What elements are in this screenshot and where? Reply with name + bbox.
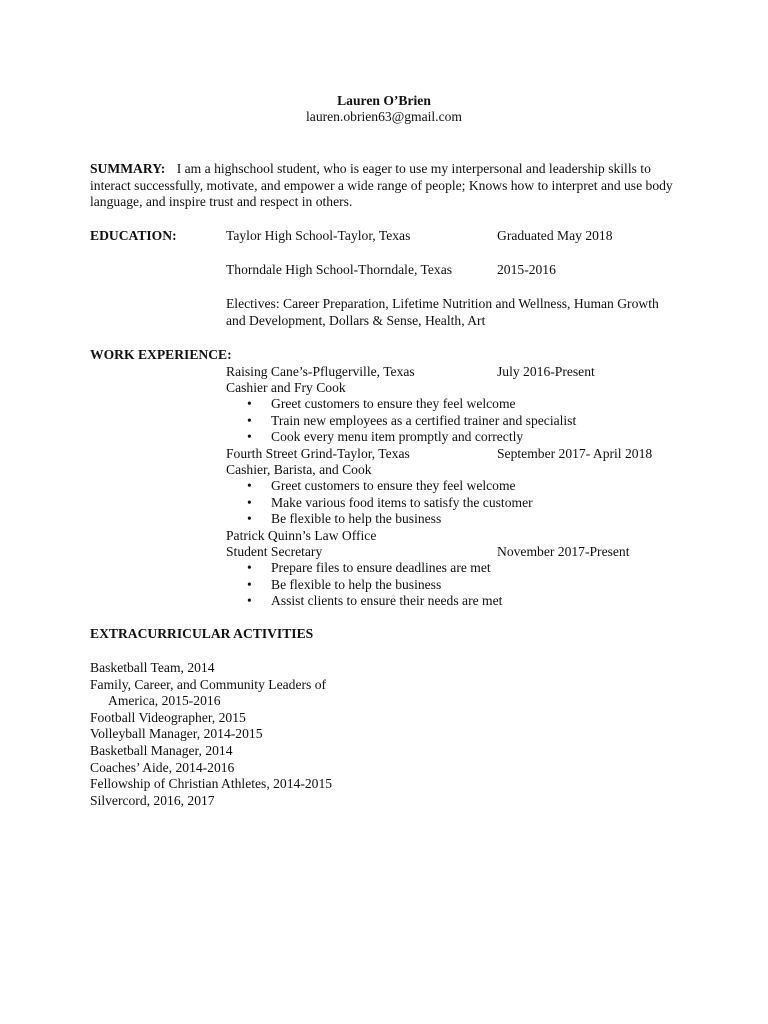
education-electives: Electives: Career Preparation, Lifetime Nutrition and Wellness, Human Growth and Development, Dollars & Sense, Health, Art (226, 296, 659, 328)
job-1-duties (247, 396, 576, 446)
job-2-title: Cashier, Barista, and Cook (226, 462, 372, 477)
extracurricular-list (90, 660, 390, 809)
job-3-employer: Patrick Quinn’s Law Office (226, 528, 377, 543)
job-2-date: September 2017- April 2018 (497, 446, 653, 461)
job-1-employer: Raising Cane’s-Pflugerville, Texas (226, 364, 415, 379)
list-item: • Be flexible to help the business (247, 511, 442, 527)
bullet-icon: • (247, 511, 252, 527)
list-item: • Greet customers to ensure they feel welcome (247, 396, 516, 411)
education-label: EDUCATION: (90, 228, 177, 243)
job-2-duties (247, 478, 533, 528)
list-item: • Make various food items to satisfy the customer (247, 494, 533, 510)
list-item: Basketball Team, 2014 (90, 660, 215, 675)
list-item: • Greet customers to ensure they feel welcome (247, 478, 516, 493)
education-school-2: Thorndale High School-Thorndale, Texas (226, 262, 453, 277)
list-item: America, 2015-2016 (108, 693, 221, 709)
list-item: Volleyball Manager, 2014-2015 (90, 726, 263, 742)
bullet-icon: • (247, 494, 252, 510)
list-item: • Be flexible to help the business (247, 576, 442, 592)
resume-email[interactable]: lauren.obrien63@gmail.com (306, 109, 462, 124)
job-3-duties (247, 560, 502, 610)
list-item: Fellowship of Christian Athletes, 2014-2015 (90, 776, 333, 792)
summary-text: I am a highschool student, who is eager to use my interpersonal and leadership skills to interact successfully, motivate, and empower a wide range of people; Knows how to interpret and use body language, and inspire trust and respect in others. (90, 161, 673, 210)
work-experience-label: WORK EXPERIENCE: (90, 347, 232, 362)
job-2-employer: Fourth Street Grind-Taylor, Texas (226, 446, 410, 461)
list-item: Football Videographer, 2015 (90, 709, 246, 725)
list-item: Basketball Manager, 2014 (90, 742, 233, 758)
list-item: Coaches’ Aide, 2014-2016 (90, 759, 235, 775)
list-item: Family, Career, and Community Leaders of (90, 676, 327, 692)
list-item: • Cook every menu item promptly and correctly (247, 429, 524, 445)
extracurricular-label: EXTRACURRICULAR ACTIVITIES (90, 626, 314, 641)
education-date-2: 2015-2016 (497, 262, 556, 277)
bullet-icon: • (247, 576, 252, 592)
summary-label: SUMMARY: (90, 161, 166, 176)
education-date-1: Graduated May 2018 (497, 228, 613, 243)
job-1-date: July 2016-Present (497, 364, 595, 379)
resume-name: Lauren O’Brien (337, 93, 431, 108)
bullet-icon: • (247, 412, 252, 428)
bullet-icon: • (247, 429, 252, 445)
bullet-icon: • (247, 478, 252, 493)
bullet-icon: • (247, 593, 252, 609)
job-1-title: Cashier and Fry Cook (226, 380, 346, 395)
job-3-title: Student Secretary (226, 544, 323, 559)
list-item: • Train new employees as a certified trainer and specialist (247, 412, 577, 428)
list-item: • Prepare files to ensure deadlines are met (247, 560, 491, 575)
job-3-date: November 2017-Present (497, 544, 630, 559)
summary-section (90, 161, 680, 211)
bullet-icon: • (247, 560, 252, 575)
list-item: Silvercord, 2016, 2017 (90, 792, 215, 808)
bullet-icon: • (247, 396, 252, 411)
education-school-1: Taylor High School-Taylor, Texas (226, 228, 411, 243)
list-item: • Assist clients to ensure their needs are met (247, 593, 503, 609)
